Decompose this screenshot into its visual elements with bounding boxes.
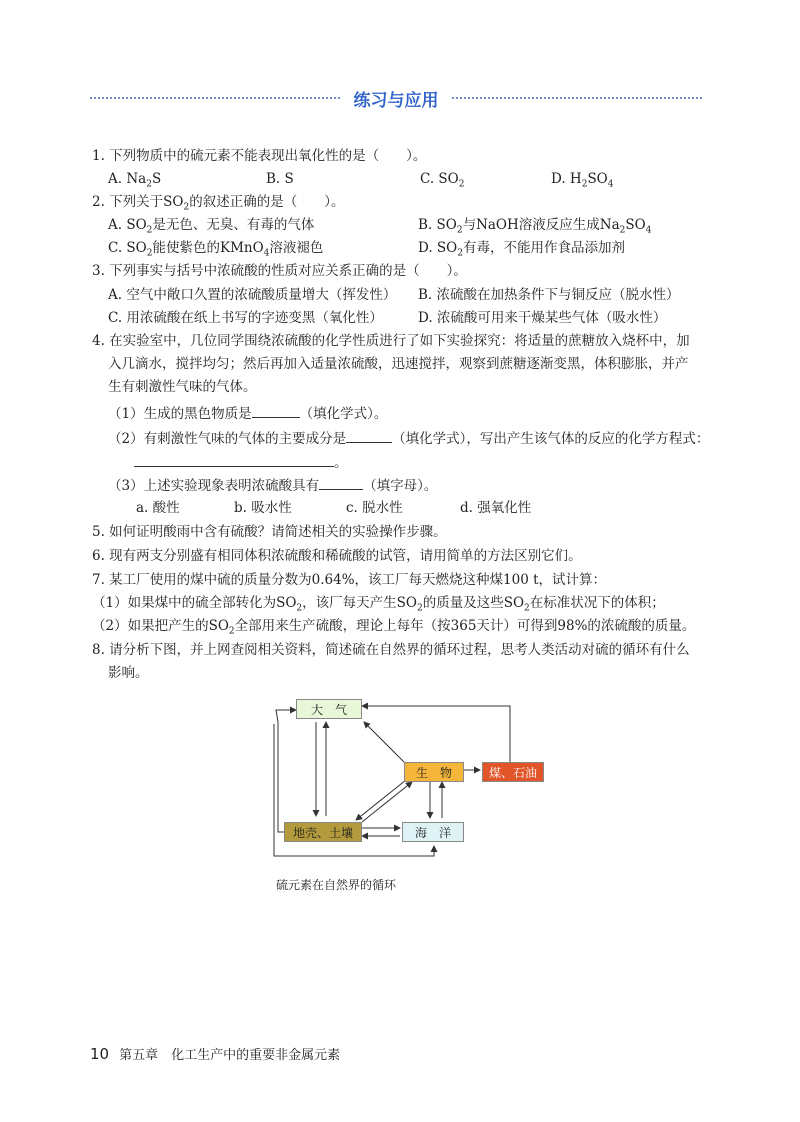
q7-sub2: （2）如果把产生的$SO_2$全部用来生产硫酸，理论上每年（按365天计）可得到98%的浓硫酸的质量。	[92, 618, 696, 637]
chapter-title: 第五章 化工生产中的重要非金属元素	[119, 1048, 341, 1063]
arrow-crust-to-organism	[362, 782, 412, 822]
node-organism: 生 物	[404, 762, 464, 782]
diagram-caption: 硫元素在自然界的循环	[276, 878, 397, 892]
q2-option-c: C. $SO_2$能使紫色的KMnO$_4$溶液褪色	[108, 240, 324, 259]
q4-line3: 生有刺激性气味的气体。	[108, 379, 257, 395]
q4-option-c: c. 脱水性	[346, 500, 403, 516]
q7-stem: 7. 某工厂使用的煤中硫的质量分数为0.64%，该工厂每天燃烧这种煤100 t，试计算：	[92, 572, 607, 588]
node-fossil-fuels: 煤、石油	[482, 762, 544, 782]
q4-line2: 入几滴水，搅拌均匀；然后再加入适量浓硫酸，迅速搅拌，观察到蔗糖逐渐变黑，体积膨胀，并产	[108, 356, 689, 372]
answer-blank[interactable]	[346, 428, 392, 443]
q4-sub2-line2: 。	[134, 452, 348, 472]
arrow-organism-to-atmosphere	[364, 722, 404, 762]
q4-line1: 4. 在实验室中，几位同学围绕浓硫酸的化学性质进行了如下实验探究：将适量的蔗糖放入烧杯中，加	[92, 333, 690, 349]
q3-option-a: A. 空气中敞口久置的浓硫酸质量增大（挥发性）	[108, 287, 397, 303]
arrow-organism-to-crust	[356, 780, 406, 820]
q3-option-c: C. 用浓硫酸在纸上书写的字迹变黑（氧化性）	[108, 310, 383, 326]
q2-option-b: B. $SO_2$与NaOH溶液反应生成$Na_2SO_4$	[418, 217, 652, 236]
q5-stem: 5. 如何证明酸雨中含有硫酸？请简述相关的实验操作步骤。	[92, 524, 447, 540]
q7-sub1: （1）如果煤中的硫全部转化为$SO_2$，该厂每天产生$SO_2$的质量及这些$SO_2$在标准状况下的体积；	[92, 595, 665, 614]
q8-line2: 影响。	[108, 665, 149, 681]
q3-stem: 3. 下列事实与括号中浓硫酸的性质对应关系正确的是（ ）。	[92, 263, 467, 279]
q2-option-a: A. $SO_2$是无色、无臭、有毒的气体	[108, 217, 315, 236]
header-dots-right	[452, 97, 702, 99]
q4-option-d: d. 强氧化性	[460, 500, 532, 516]
node-ocean: 海 洋	[402, 822, 464, 842]
answer-blank[interactable]	[319, 475, 363, 490]
q4-option-b: b. 吸水性	[234, 500, 292, 516]
q3-option-d: D. 浓硫酸可用来干燥某些气体（吸水性）	[418, 310, 667, 326]
section-title: 练习与应用	[353, 91, 439, 111]
q1-option-c: C. $SO_2$	[420, 171, 465, 190]
q4-option-a: a. 酸性	[136, 500, 180, 516]
section-header	[90, 86, 702, 110]
q8-line1: 8. 请分析下图，并上网查阅相关资料，简述硫在自然界的循环过程，思考人类活动对硫的循环有什么	[92, 642, 690, 658]
q2-option-d: D. $SO_2$有毒，不能用作食品添加剂	[418, 240, 625, 259]
q4-sub2: （2）有刺激性气味的气体的主要成分是 （填化学式），写出产生该气体的反应的化学方程式：	[108, 428, 709, 448]
answer-blank[interactable]	[252, 403, 300, 418]
node-crust-soil: 地壳、土壤	[284, 822, 362, 842]
q1-option-d: D. $H_2SO_4$	[551, 171, 614, 190]
q1-stem: 1. 下列物质中的硫元素不能表现出氧化性的是（ ）。	[92, 148, 427, 164]
q2-stem: 2. 下列关于$SO_2$的叙述正确的是（ ）。	[92, 194, 345, 213]
page-number: 10	[90, 1045, 110, 1063]
q1-option-b: B. S	[266, 171, 294, 187]
q6-stem: 6. 现有两支分别盛有相同体积浓硫酸和稀硫酸的试管，请用简单的方法区别它们。	[92, 548, 582, 564]
arrow-fossil-to-atmosphere	[362, 706, 510, 762]
q4-sub1: （1）生成的黑色物质是 （填化学式）。	[108, 403, 387, 423]
sulfur-cycle-diagram	[270, 696, 537, 862]
q3-option-b: B. 浓硫酸在加热条件下与铜反应（脱水性）	[418, 287, 680, 303]
page-footer	[90, 1044, 340, 1063]
q1-option-a: A. $Na_2S$	[108, 171, 162, 190]
equation-blank[interactable]	[134, 452, 334, 467]
node-atmosphere: 大 气	[296, 699, 362, 719]
q4-sub3: （3）上述实验现象表明浓硫酸具有 （填字母）。	[108, 475, 437, 495]
arrow-crust-to-atmosphere	[276, 710, 296, 832]
